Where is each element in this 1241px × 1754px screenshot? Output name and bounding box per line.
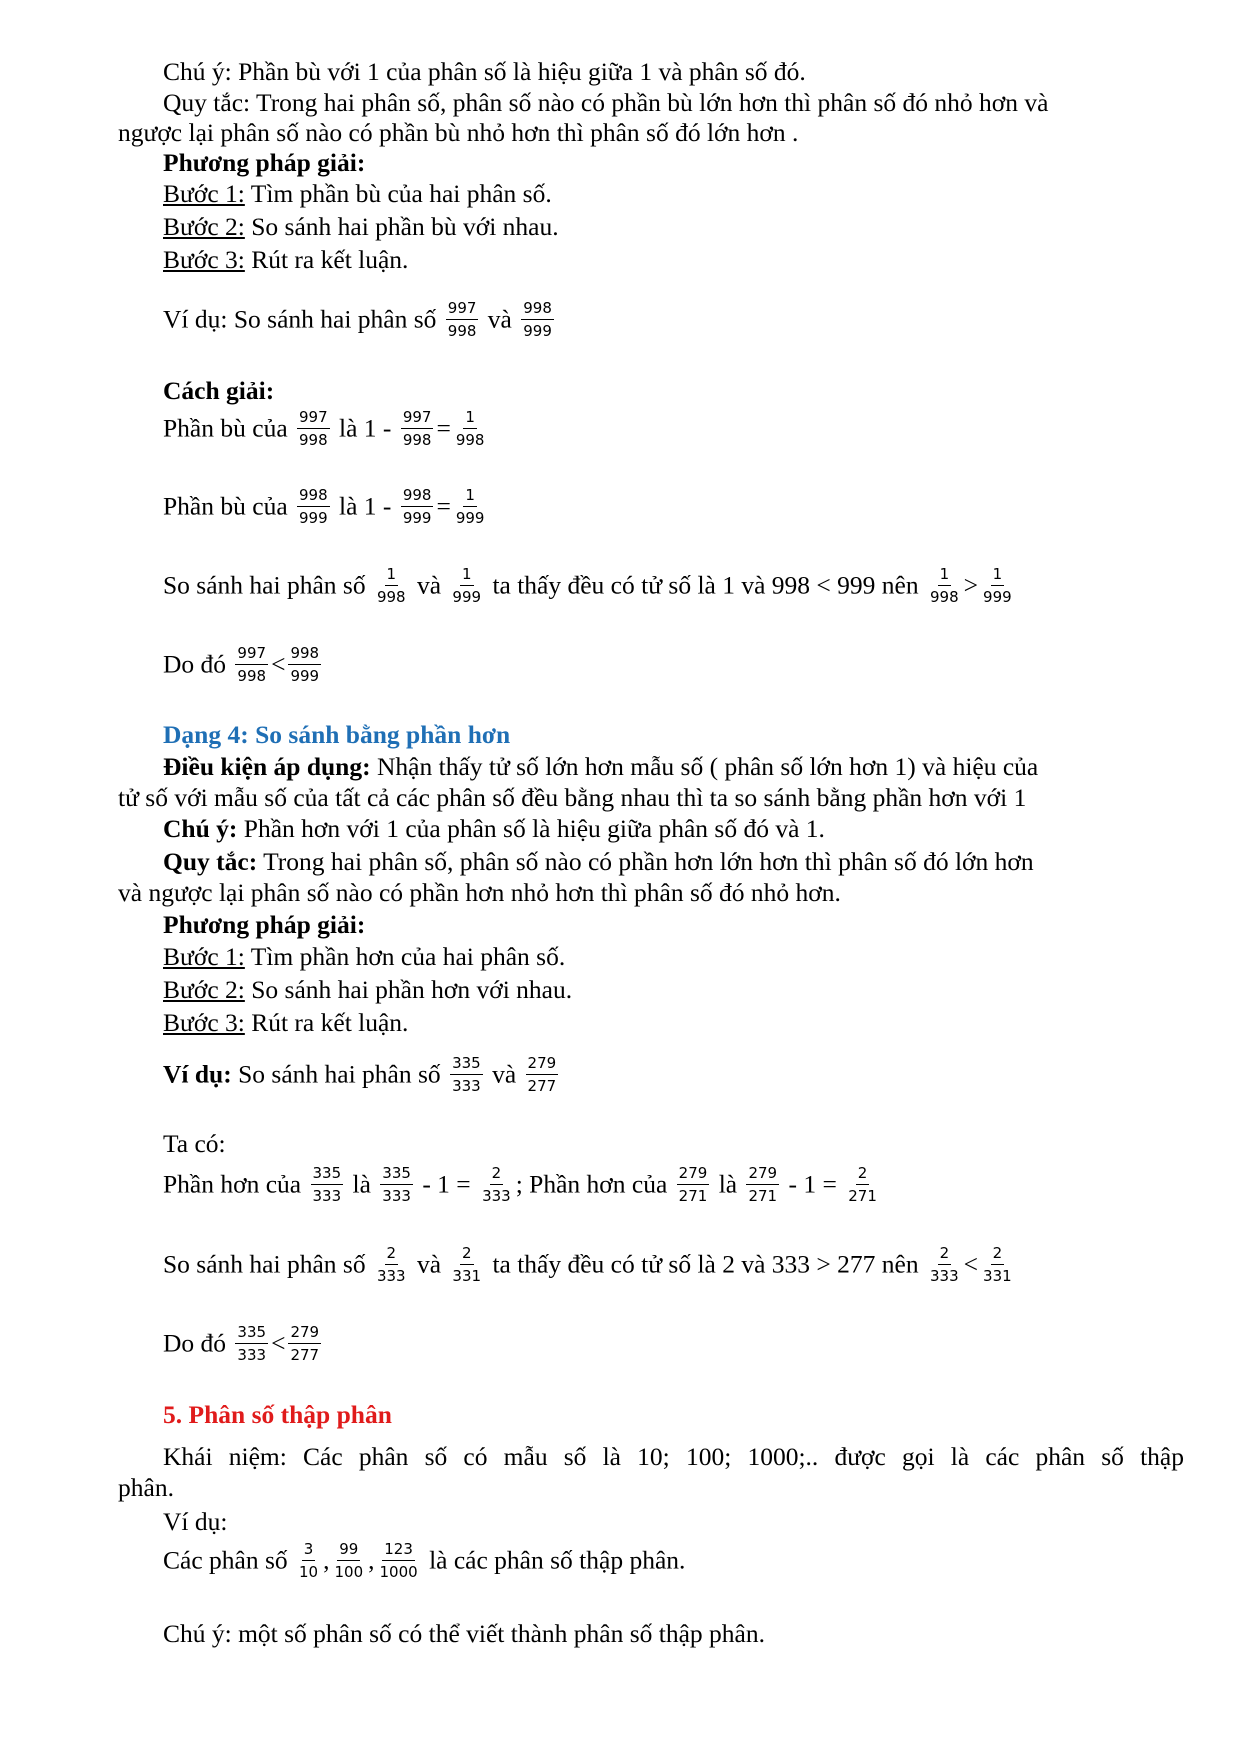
d4-condition-line1 bbox=[163, 750, 1038, 783]
text: là 1 - bbox=[332, 413, 398, 443]
d4-step-1 bbox=[163, 940, 565, 973]
numerator: 3 bbox=[302, 1540, 316, 1561]
denominator: 999 bbox=[299, 509, 328, 527]
label: Chú ý: bbox=[163, 814, 238, 843]
d4-step-3 bbox=[163, 1006, 408, 1039]
text: Phần hơn của bbox=[163, 1169, 308, 1199]
d3-step-3 bbox=[163, 243, 408, 276]
denominator: 271 bbox=[848, 1187, 877, 1205]
d3-rule-line1: Quy tắc: Trong hai phân số, phân số nào có phần bù lớn hơn thì phân số đó nhỏ hơn và bbox=[163, 88, 1049, 117]
d4-step-2 bbox=[163, 973, 572, 1006]
s5-note: Chú ý: một số phân số có thể viết thành phân số thập phân. bbox=[163, 1619, 766, 1648]
denominator: 277 bbox=[527, 1077, 557, 1095]
text: là bbox=[712, 1169, 744, 1199]
numerator: 279 bbox=[677, 1164, 710, 1185]
conjunction: và bbox=[485, 1059, 523, 1089]
step-label: Bước 2: bbox=[163, 975, 245, 1004]
denominator: 10 bbox=[299, 1563, 319, 1581]
text: ; Phần hơn của bbox=[515, 1169, 674, 1199]
denominator: 100 bbox=[334, 1563, 364, 1581]
denominator: 271 bbox=[678, 1187, 708, 1205]
d3-step-1 bbox=[163, 177, 552, 210]
fraction-998-999 bbox=[401, 486, 434, 527]
fraction-2-331 bbox=[450, 1244, 483, 1285]
text: - 1 = bbox=[782, 1169, 844, 1199]
step-text: Rút ra kết luận. bbox=[244, 1008, 409, 1037]
d3-example bbox=[163, 301, 557, 342]
less-than-sign: < bbox=[271, 649, 286, 679]
d3-compare bbox=[163, 567, 1017, 608]
fraction-335-333 bbox=[450, 1054, 483, 1095]
d3-conclusion bbox=[163, 646, 324, 687]
text: Do đó bbox=[163, 649, 233, 679]
greater-than-sign: > bbox=[963, 570, 979, 600]
d4-example bbox=[163, 1056, 561, 1097]
denominator: 331 bbox=[983, 1267, 1012, 1285]
fraction-1-998 bbox=[454, 408, 487, 449]
step-text: Tìm phần bù của hai phân số. bbox=[244, 179, 552, 208]
denominator: 271 bbox=[748, 1187, 778, 1205]
denominator: 333 bbox=[382, 1187, 411, 1205]
text: Do đó bbox=[163, 1328, 233, 1358]
denominator: 333 bbox=[482, 1187, 511, 1205]
d4-compare bbox=[163, 1246, 1017, 1287]
numerator: 279 bbox=[746, 1164, 779, 1185]
d3-complement-2 bbox=[163, 488, 489, 529]
numerator: 123 bbox=[382, 1540, 415, 1561]
text: ta thấy đều có tử số là 1 và 998 < 999 nên bbox=[486, 570, 926, 600]
d3-rule-line2: ngược lại phân số nào có phần bù nhỏ hơn thì phân số đó lớn hơn . bbox=[118, 118, 799, 147]
denominator: 999 bbox=[402, 509, 432, 527]
denominator: 998 bbox=[447, 322, 477, 340]
denominator: 998 bbox=[402, 431, 432, 449]
fraction-1-998 bbox=[928, 565, 961, 606]
step-text: So sánh hai phần bù với nhau. bbox=[244, 212, 559, 241]
equals-sign: = bbox=[436, 413, 451, 443]
fraction-279-277 bbox=[526, 1054, 559, 1095]
numerator: 279 bbox=[526, 1054, 559, 1075]
fraction-99-100 bbox=[332, 1540, 365, 1581]
text: là các phân số thập phân. bbox=[422, 1545, 686, 1575]
label: Điều kiện áp dụng: bbox=[163, 752, 371, 781]
s5-definition-line1: Khái niệm: Các phân số có mẫu số là 10; 100; 1000;.. được gọi là các phân số thập bbox=[163, 1442, 1184, 1471]
fraction-3-10 bbox=[297, 1540, 320, 1581]
denominator: 333 bbox=[452, 1077, 481, 1095]
numerator: 1 bbox=[938, 565, 952, 586]
d4-taco: Ta có: bbox=[163, 1129, 226, 1158]
s5-title: 5. Phân số thập phân bbox=[163, 1400, 392, 1429]
label: Quy tắc: bbox=[163, 847, 258, 876]
denominator: 333 bbox=[237, 1346, 267, 1364]
fraction-279-271 bbox=[677, 1164, 710, 1205]
fraction-335-333 bbox=[311, 1164, 344, 1205]
numerator: 1 bbox=[463, 408, 477, 429]
fraction-998-999 bbox=[297, 486, 330, 527]
d3-step-2 bbox=[163, 210, 559, 243]
text: Trong hai phân số, phân số nào có phần hơn lớn hơn thì phân số đó lớn hơn bbox=[257, 847, 1034, 876]
numerator: 2 bbox=[460, 1244, 474, 1265]
text: Phần bù của bbox=[163, 491, 295, 521]
d3-complement-1 bbox=[163, 410, 489, 451]
denominator: 998 bbox=[455, 431, 485, 449]
less-than-sign: < bbox=[963, 1249, 979, 1279]
d4-condition-line2: tử số với mẫu số của tất cả các phân số đều bằng nhau thì ta so sánh bằng phần hơn với 1 bbox=[118, 783, 1027, 812]
step-label: Bước 3: bbox=[163, 245, 245, 274]
numerator: 1 bbox=[385, 565, 399, 586]
text: So sánh hai phân số bbox=[163, 570, 372, 600]
fraction-997-998 bbox=[446, 299, 479, 340]
fraction-2-331 bbox=[981, 1244, 1014, 1285]
fraction-335-333 bbox=[380, 1164, 413, 1205]
text: Các phân số bbox=[163, 1545, 295, 1575]
denominator: 998 bbox=[237, 667, 267, 685]
text: Phần bù của bbox=[163, 413, 295, 443]
fraction-1-998 bbox=[375, 565, 408, 606]
numerator: 335 bbox=[311, 1164, 344, 1185]
fraction-279-277 bbox=[288, 1323, 321, 1364]
text: ta thấy đều có tử số là 2 và 333 > 277 nên bbox=[486, 1249, 926, 1279]
numerator: 2 bbox=[385, 1244, 399, 1265]
fraction-997-998 bbox=[235, 644, 268, 685]
equals-sign: = bbox=[436, 491, 451, 521]
denominator: 998 bbox=[376, 588, 406, 606]
fraction-123-1000 bbox=[378, 1540, 420, 1581]
denominator: 277 bbox=[290, 1346, 320, 1364]
less-than-sign: < bbox=[271, 1328, 286, 1358]
fraction-2-333 bbox=[375, 1244, 408, 1285]
fraction-997-998 bbox=[401, 408, 434, 449]
fraction-998-999 bbox=[288, 644, 321, 685]
fraction-2-333 bbox=[928, 1244, 961, 1285]
d4-note bbox=[163, 812, 825, 845]
denominator: 333 bbox=[930, 1267, 959, 1285]
numerator: 997 bbox=[401, 408, 434, 429]
numerator: 997 bbox=[235, 644, 268, 665]
denominator: 333 bbox=[376, 1267, 406, 1285]
numerator: 998 bbox=[401, 486, 434, 507]
numerator: 998 bbox=[288, 644, 321, 665]
d4-conclusion bbox=[163, 1325, 324, 1366]
text: - 1 = bbox=[415, 1169, 478, 1199]
step-label: Bước 1: bbox=[163, 942, 245, 971]
s5-example-list bbox=[163, 1542, 685, 1583]
text: và bbox=[410, 1249, 448, 1279]
step-text: So sánh hai phần hơn với nhau. bbox=[244, 975, 573, 1004]
text: Phần hơn với 1 của phân số là hiệu giữa phân số đó và 1. bbox=[237, 814, 825, 843]
fraction-998-999 bbox=[521, 299, 554, 340]
comma: , bbox=[368, 1545, 375, 1575]
d3-method-title: Phương pháp giải: bbox=[163, 148, 366, 177]
denominator: 998 bbox=[930, 588, 959, 606]
numerator: 335 bbox=[380, 1164, 413, 1185]
step-label: Bước 1: bbox=[163, 179, 245, 208]
numerator: 99 bbox=[337, 1540, 360, 1561]
d4-rule-line1 bbox=[163, 845, 1034, 878]
step-text: Tìm phần hơn của hai phân số. bbox=[244, 942, 566, 971]
text: So sánh hai phân số bbox=[231, 1059, 448, 1089]
denominator: 999 bbox=[523, 322, 552, 340]
step-label: Bước 2: bbox=[163, 212, 245, 241]
text: là 1 - bbox=[332, 491, 398, 521]
numerator: 1 bbox=[460, 565, 474, 586]
numerator: 2 bbox=[490, 1164, 504, 1185]
numerator: 1 bbox=[463, 486, 477, 507]
numerator: 998 bbox=[297, 486, 330, 507]
denominator: 999 bbox=[290, 667, 320, 685]
d3-note: Chú ý: Phần bù với 1 của phân số là hiệu giữa 1 và phân số đó. bbox=[163, 57, 806, 86]
numerator: 2 bbox=[991, 1244, 1005, 1265]
fraction-2-333 bbox=[480, 1164, 513, 1205]
text: So sánh hai phân số bbox=[163, 1249, 372, 1279]
denominator: 999 bbox=[455, 509, 485, 527]
denominator: 998 bbox=[299, 431, 328, 449]
denominator: 999 bbox=[452, 588, 482, 606]
denominator: 331 bbox=[452, 1267, 482, 1285]
numerator: 997 bbox=[446, 299, 479, 320]
text: Nhận thấy tử số lớn hơn mẫu số ( phân số lớn hơn 1) và hiệu của bbox=[370, 752, 1039, 781]
comma: , bbox=[323, 1545, 330, 1575]
label: Ví dụ: bbox=[163, 1059, 232, 1089]
text: là bbox=[346, 1169, 378, 1199]
fraction-1-999 bbox=[981, 565, 1014, 606]
text: và bbox=[410, 570, 448, 600]
fraction-997-998 bbox=[297, 408, 330, 449]
numerator: 335 bbox=[450, 1054, 483, 1075]
numerator: 1 bbox=[991, 565, 1005, 586]
step-text: Rút ra kết luận. bbox=[244, 245, 409, 274]
denominator: 333 bbox=[312, 1187, 342, 1205]
fraction-2-271 bbox=[846, 1164, 879, 1205]
d4-rule-line2: và ngược lại phân số nào có phần hơn nhỏ hơn thì phân số đó nhỏ hơn. bbox=[118, 878, 841, 907]
numerator: 998 bbox=[521, 299, 554, 320]
fraction-1-999 bbox=[454, 486, 487, 527]
s5-definition-line2: phân. bbox=[118, 1473, 174, 1502]
example-text: Ví dụ: So sánh hai phân số bbox=[163, 304, 443, 334]
fraction-1-999 bbox=[450, 565, 483, 606]
numerator: 2 bbox=[856, 1164, 870, 1185]
fraction-335-333 bbox=[235, 1323, 268, 1364]
numerator: 2 bbox=[938, 1244, 952, 1265]
d3-solution-title: Cách giải: bbox=[163, 376, 275, 405]
d4-title: Dạng 4: So sánh bằng phần hơn bbox=[163, 720, 511, 749]
denominator: 1000 bbox=[379, 1563, 418, 1581]
denominator: 999 bbox=[983, 588, 1012, 606]
s5-example-label: Ví dụ: bbox=[163, 1507, 228, 1536]
numerator: 335 bbox=[235, 1323, 268, 1344]
d4-excess-line bbox=[163, 1166, 882, 1207]
step-label: Bước 3: bbox=[163, 1008, 245, 1037]
conjunction: và bbox=[481, 304, 519, 334]
fraction-279-271 bbox=[746, 1164, 779, 1205]
d4-method-title: Phương pháp giải: bbox=[163, 910, 366, 939]
numerator: 997 bbox=[297, 408, 330, 429]
numerator: 279 bbox=[288, 1323, 321, 1344]
